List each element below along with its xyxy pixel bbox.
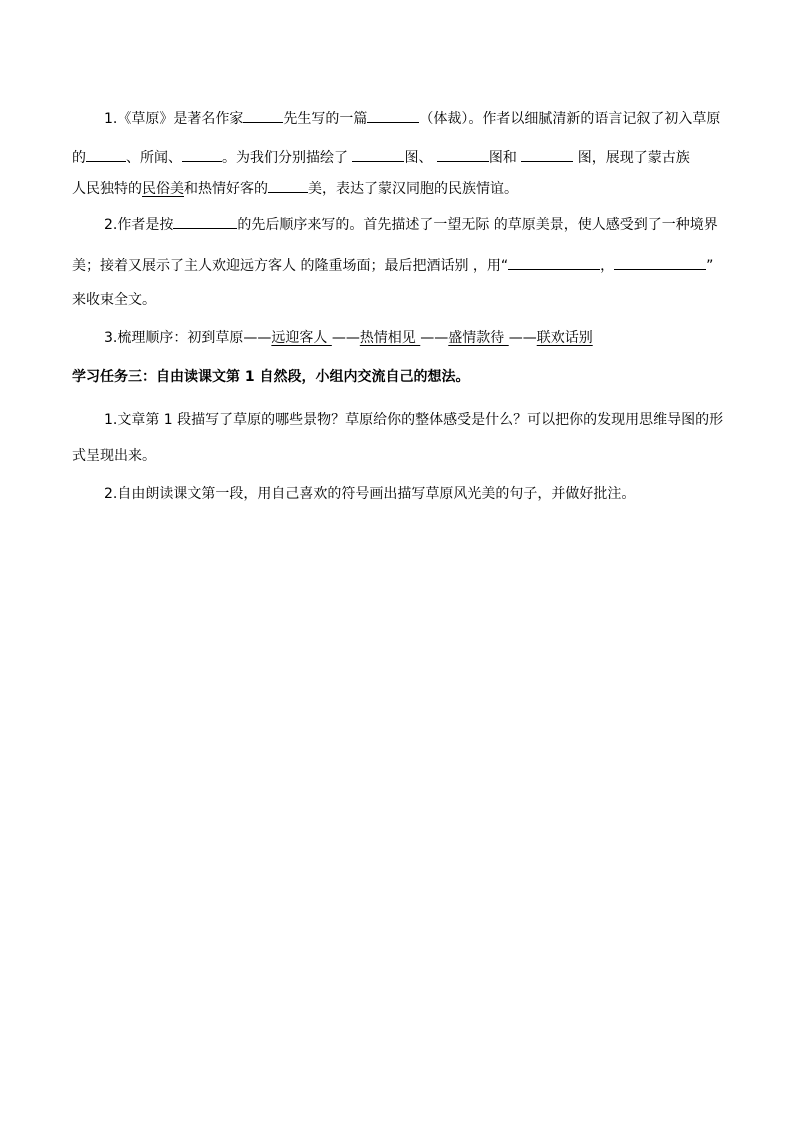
q3-step-1: 远迎客人	[271, 330, 332, 346]
q3-sep-1: ——	[331, 330, 360, 346]
blank-genre[interactable]	[367, 108, 419, 123]
q1-line2-text-c: 。为我们分别描绘了	[222, 150, 353, 166]
q1-line1	[104, 108, 720, 128]
q1-line2-text-d: 图、	[404, 150, 437, 166]
q3-sep-2: ——	[420, 330, 449, 346]
answer-folk-custom: 民俗美	[142, 181, 184, 197]
q2-line2	[72, 255, 713, 275]
blank-seen[interactable]	[86, 147, 126, 162]
q2-line1	[104, 214, 718, 234]
q2-line1-text-b: 的先后顺序来写的。首先描述了一望无际 的草原美景，使人感受到了一种境界	[237, 217, 718, 233]
q2-line1-text-a: 2.作者是按	[104, 217, 174, 233]
q1-line2-text-a: 的	[72, 150, 86, 166]
q1-line1-text-a: 1.《草原》是著名作家	[104, 111, 244, 127]
blank-picture-1[interactable]	[352, 147, 404, 162]
blank-felt[interactable]	[182, 147, 222, 162]
task3-heading: 学习任务三：自由读课文第 1 自然段，小组内交流自己的想法。	[72, 369, 470, 385]
q3-step-4: 联欢话别	[536, 330, 593, 346]
q3-sequence	[104, 329, 593, 347]
q3-step-2: 热情相见	[359, 330, 421, 346]
q1-line2	[72, 147, 690, 167]
blank-order[interactable]	[173, 214, 237, 229]
q3-sep-3: ——	[508, 330, 537, 346]
blank-picture-2[interactable]	[437, 147, 489, 162]
q3-prefix: 3.梳理顺序：初到草原——	[104, 330, 272, 346]
q1-line2-text-b: 、所闻、	[126, 150, 182, 166]
q1-line1-text-b: 先生写的一篇	[283, 111, 368, 127]
q1-line3-text-d: 美，表达了蒙汉同胞的民族情谊。	[308, 181, 518, 197]
q2-line2-text-a: 美；接着又展示了主人欢迎远方客人 的隆重场面；最后把酒话别 ，用“	[72, 258, 509, 274]
q1-line2-text-e: 图和	[488, 150, 522, 166]
t3q1-line2: 式呈现出来。	[72, 448, 156, 464]
q3-step-3: 盛情款待	[448, 330, 509, 346]
q1-line3-text-c: 和热情好客的	[184, 181, 268, 197]
q1-line2-text-f: 图，展现了蒙古族	[573, 150, 690, 166]
q1-line3	[72, 178, 518, 198]
q2-line2-text-c: ”	[706, 258, 714, 274]
blank-beauty[interactable]	[268, 178, 308, 193]
t3q1-line1: 1.文章第 1 段描写了草原的哪些景物？草原给你的整体感受是什么？可以把你的发现用思维导图的形	[104, 412, 724, 428]
t3q2-line1: 2.自由朗读课文第一段，用自己喜欢的符号画出描写草原风光美的句子，并做好批注。	[104, 486, 636, 502]
blank-picture-3[interactable]	[521, 147, 573, 162]
q1-line1-text-c: （体裁）。作者以细腻清新的语言记叙了初入草原	[419, 111, 721, 127]
q2-line3: 来收束全文。	[72, 292, 156, 308]
blank-quote-2[interactable]	[614, 255, 706, 270]
blank-quote-1[interactable]	[508, 255, 600, 270]
q1-line3-text-a: 人民独特的	[72, 181, 142, 197]
blank-author[interactable]	[243, 108, 283, 123]
q2-line2-text-b: ，	[600, 258, 615, 274]
